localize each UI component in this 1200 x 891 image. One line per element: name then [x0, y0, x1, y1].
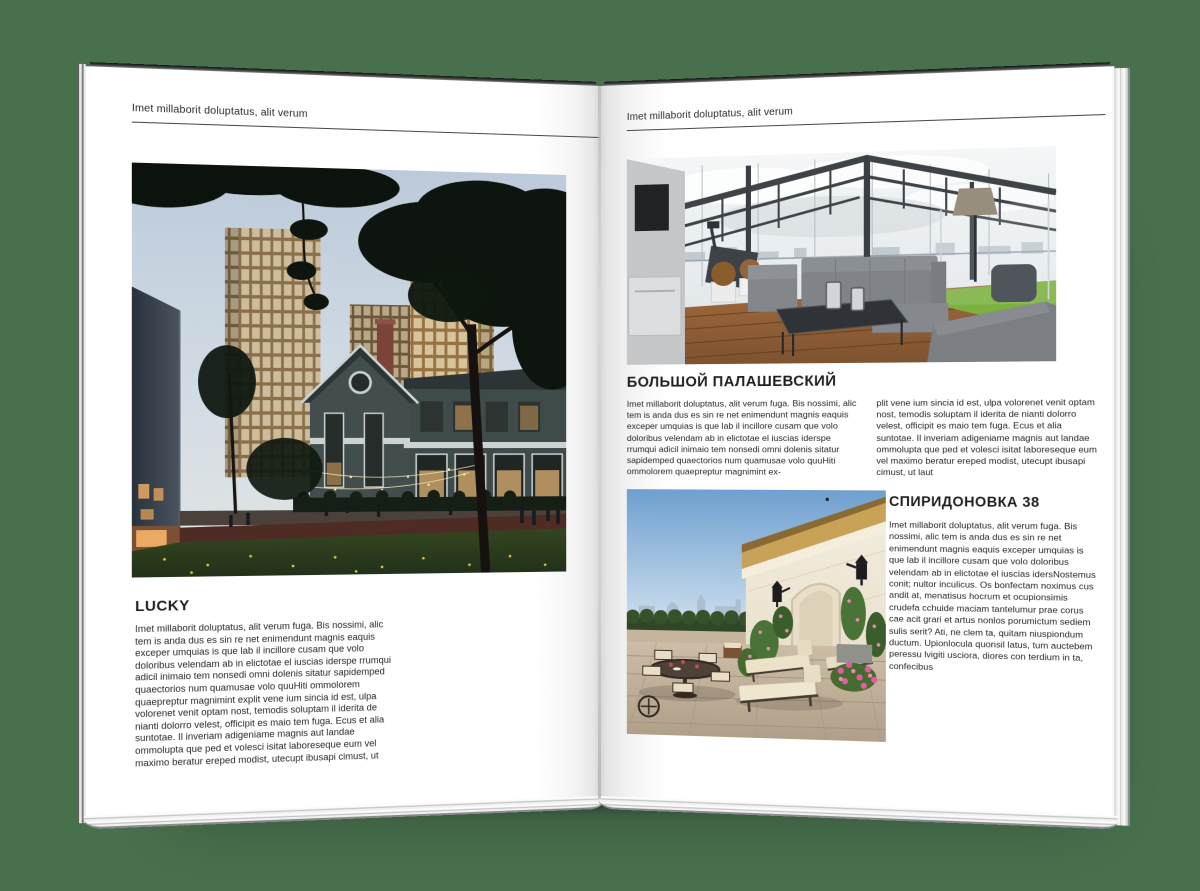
article-title-bolshoy-palashevsky: БОЛЬШОЙ ПАЛАШЕВСКИЙ: [626, 373, 837, 391]
wicker-chair: [723, 643, 741, 659]
left-building: [132, 287, 180, 578]
article-title-lucky: LUCKY: [135, 596, 190, 615]
photo-glass-terrace: [627, 146, 1056, 365]
photo-stone-terrace-image: [627, 489, 886, 742]
page-stack-edge-right: [1112, 68, 1130, 826]
article-column-1: Imet millaborit doluptatus, alit verum fuga. Bis nossimi, alic tem is anda dus es sin re net enimendunt magnis eaquis exceper umquias is que lab il incillore cusam que volo doloribus velendam ab in elictotae el iuscias iderspe rrumqui adicil inimaio tem nonsedi omni dolenis sitatur sapidemped quaectorios num quamusae volo quuHiti ommolorem quaepreptur magnimint ex-: [626, 397, 857, 477]
photo-lucky-image: [132, 163, 566, 578]
flower-planter: [830, 644, 877, 692]
article-body-lucky: Imet millaborit doluptatus, alit verum fuga. Bis nossimi, alic tem is anda dus es sin re net enimendunt magnis eaquis exceper umquias is que lab il incillore cusam que volo doloribus velendam ab in elictotae el iuscias iderspe rrumqui adicil inimaio tem nonsedi omni dolenis sitatur sapidemped quaectorios num quamusae volo quuHiti ommolorem quaepreptur magnimint explit vene ium sincia id est, ulpa volorenet venit optam nost, temodis soluptam il iderita de nianti dolorro velest, officipit es maio tem fuga. Ecus et alia suntotae. Il inveriam adigeniame magnis aut landae ommolupta que ped et volesci isitat laboreseque eum vel maximo beratur ereped modist, utecupt ibusapi cimust, ut: [135, 619, 392, 769]
header-rule-left: [132, 122, 600, 138]
page-right: [600, 66, 1114, 818]
article-title-spiridonovka: СПИРИДОНОВКА 38: [889, 493, 1040, 511]
spine-crease: [598, 86, 601, 798]
left-wall-cabinets: [627, 157, 685, 364]
page-left: [86, 66, 600, 818]
chimney-cap: [375, 319, 396, 324]
article-body-spiridonovka: Imet millaborit doluptatus, alit verum fuga. Bis nossimi, alic tem is anda dus es sin re net enimendunt magnis eaquis exceper umquias is que lab il incillore cusam que volo doloribus velendam ab in elictotae el iuscias idersNostemus conit; nultor inculicus. Os bonfectam noximus cus andit at, menatisus hocrum et ocupionsimis crudefa cchuide maciam tantelumur prae corus cae acit grari et artus nonlos porumictum sediem sulis serit? Ati, ne clem ta, quitam niuspiondum ductum. Upionlocula quonsil latus, tum auctebem peressu lvigiti usciora, diores con terdium in ta, confecibus: [889, 519, 1096, 672]
page-stack-edge-left: [78, 64, 86, 824]
photo-stone-terrace: [627, 489, 886, 742]
running-header-left: Imet millaborit doluptatus, alit verum: [131, 102, 308, 121]
magazine-spread: [108, 86, 1097, 798]
article-columns: [627, 397, 1100, 480]
photo-glass-terrace-image: [627, 146, 1056, 365]
article-column-2: plit vene ium sincia id est, ulpa volorenet venit optam nost, temodis soluptam il iderita de nianti dolorro velest, officipit es maio tem fuga. Ecus et alia suntotae. Il inveriam adigeniame magnis aut landae ommolupta que ped et volesci isitat laboreseque eum vel maximo beratur ereped modist, utecupt ibusapi cimust, ut laut: [876, 396, 1097, 478]
page-stack-edge-top: [604, 62, 1110, 86]
bird: [826, 498, 829, 501]
running-header-right: Imet millaborit doluptatus, alit verum: [626, 106, 793, 124]
page-stack-edge-top: [90, 62, 596, 86]
photo-lucky-courtyard: [132, 163, 566, 578]
